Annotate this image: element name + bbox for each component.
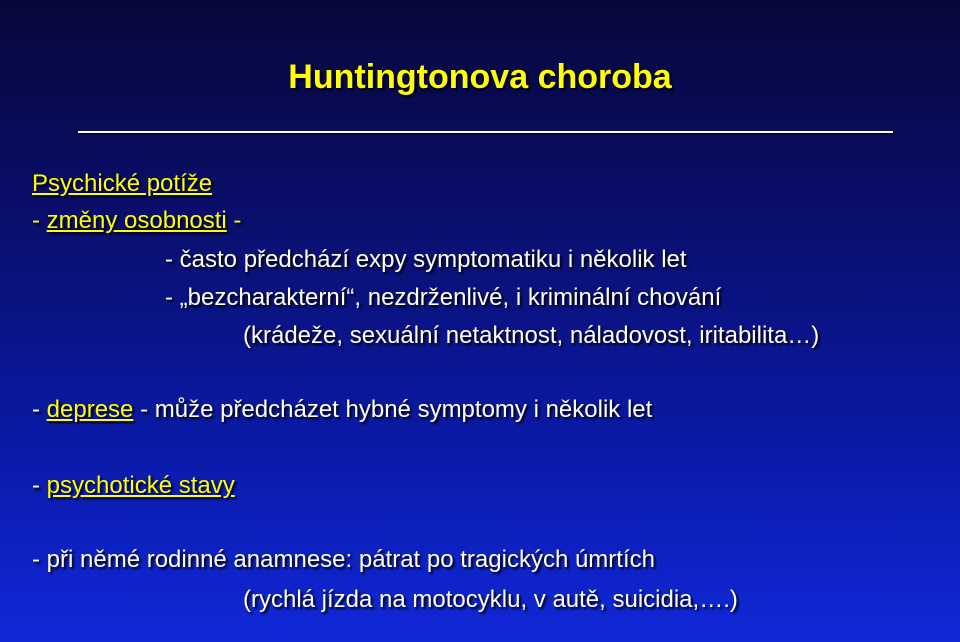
bullet-dash: - xyxy=(32,207,47,234)
depression-link[interactable]: deprese xyxy=(46,396,134,423)
family-history-line: - při němé rodinné anamnese: pátrat po tragických úmrtích xyxy=(32,546,655,573)
depression-line xyxy=(32,396,652,424)
depression-text: - může předcházet hybné symptomy i několik let xyxy=(133,396,653,423)
slide-title: Huntingtonova choroba xyxy=(288,58,672,96)
personality-changes-line xyxy=(32,207,241,235)
family-history-examples-line: (rychlá jízda na motocyklu, v autě, suicidia,….) xyxy=(243,586,738,613)
title-divider xyxy=(78,131,893,133)
behavior-examples-line: (krádeže, sexuální netaktnost, náladovost, iritabilita…) xyxy=(243,322,820,349)
unscrupulous-behavior-line: - „bezcharakterní“, nezdrženlivé, i kriminální chování xyxy=(165,284,722,311)
personality-changes-link[interactable]: změny osobnosti xyxy=(46,207,227,234)
section-heading: Psychické potíže xyxy=(32,170,213,197)
trailing-dash: - xyxy=(226,207,242,234)
psychotic-states-link[interactable]: psychotické stavy xyxy=(46,472,235,499)
psychotic-states-line xyxy=(32,472,235,500)
bullet-dash: - xyxy=(32,396,47,423)
precedes-symptoms-line: - často předchází expy symptomatiku i několik let xyxy=(165,246,687,273)
bullet-dash: - xyxy=(32,472,47,499)
